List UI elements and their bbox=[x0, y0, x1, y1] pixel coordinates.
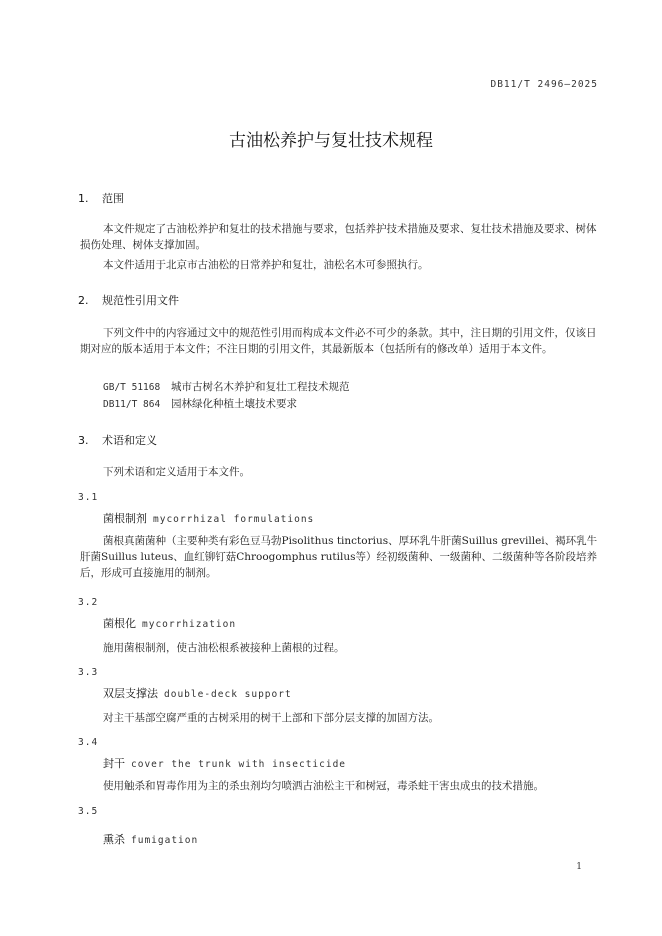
page-number: 1 bbox=[576, 862, 582, 872]
section-title: 范围 bbox=[102, 192, 124, 205]
term-number: 3.1 bbox=[78, 492, 99, 503]
term-chinese: 菌根化 bbox=[103, 617, 136, 630]
term-number: 3.3 bbox=[78, 667, 99, 678]
section-1-heading bbox=[78, 190, 124, 206]
term-heading bbox=[103, 510, 314, 526]
term-heading bbox=[103, 831, 198, 847]
term-chinese: 封干 bbox=[103, 757, 125, 770]
section-2-heading bbox=[78, 292, 179, 308]
term-definition: 施用菌根制剂，使古油松根系被接种上菌根的过程。 bbox=[103, 642, 345, 654]
section-title: 规范性引用文件 bbox=[102, 294, 179, 307]
term-definition: 对主干基部空腐严重的古树采用的树干上部和下部分层支撑的加固方法。 bbox=[103, 712, 439, 724]
term-english: fumigation bbox=[131, 835, 199, 846]
reference-code: DB11/T 864 bbox=[103, 399, 161, 410]
term-number: 3.2 bbox=[78, 597, 99, 608]
document-title: 古油松养护与复壮技术规程 bbox=[229, 131, 433, 151]
section-number: 1. bbox=[78, 192, 89, 205]
term-heading bbox=[103, 685, 292, 701]
section-title: 术语和定义 bbox=[102, 434, 157, 447]
section-1-paragraph-2: 本文件适用于北京市古油松的日常养护和复壮，油松名木可参照执行。 bbox=[103, 259, 429, 271]
section-number: 2. bbox=[78, 294, 89, 307]
term-definition: 使用触杀和胃毒作用为主的杀虫剂均匀喷洒古油松主干和树冠，毒杀蛀干害虫成虫的技术措施。 bbox=[103, 780, 544, 792]
section-3-heading bbox=[78, 432, 157, 448]
term-number: 3.5 bbox=[78, 806, 99, 817]
term-chinese: 双层支撑法 bbox=[103, 687, 158, 700]
section-number: 3. bbox=[78, 434, 89, 447]
reference-item bbox=[103, 396, 297, 411]
reference-name: 园林绿化种植土壤技术要求 bbox=[171, 398, 297, 410]
term-heading bbox=[103, 615, 236, 631]
term-english: double-deck support bbox=[164, 689, 292, 700]
term-chinese: 菌根制剂 bbox=[103, 512, 147, 525]
section-2-paragraph: 下列文件中的内容通过文中的规范性引用而构成本文件必不可少的条款。其中，注日期的引用文件，仅该日期对应的版本适用于本文件；不注日期的引用文件，其最新版本（包括所有的修改单）适用于本文件。 bbox=[80, 327, 597, 355]
term-definition: 菌根真菌菌种（主要种类有彩色豆马勃Pisolithus tinctorius、厚环乳牛肝菌Suillus grevillei、褐环乳牛肝菌Suillus luteus、血红铆钉菇Chroogomphus rutilus等）经初级菌种、一级菌种、二级菌种等各阶段培养后，形成可直接施用的制剂。 bbox=[80, 535, 598, 579]
standard-code: DB11/T 2496—2025 bbox=[490, 79, 598, 90]
reference-item bbox=[103, 379, 350, 394]
reference-name: 城市古树名木养护和复壮工程技术规范 bbox=[171, 381, 350, 393]
term-heading bbox=[103, 755, 346, 771]
term-english: cover the trunk with insecticide bbox=[131, 759, 347, 770]
term-chinese: 熏杀 bbox=[103, 833, 125, 846]
section-3-intro: 下列术语和定义适用于本文件。 bbox=[103, 466, 250, 478]
term-english: mycorrhizal formulations bbox=[153, 514, 315, 525]
section-1-paragraph-1: 本文件规定了古油松养护和复壮的技术措施与要求，包括养护技术措施及要求、复壮技术措施及要求、树体损伤处理、树体支撑加固。 bbox=[80, 223, 597, 251]
term-english: mycorrhization bbox=[142, 619, 237, 630]
reference-code: GB/T 51168 bbox=[103, 382, 161, 393]
term-number: 3.4 bbox=[78, 737, 99, 748]
